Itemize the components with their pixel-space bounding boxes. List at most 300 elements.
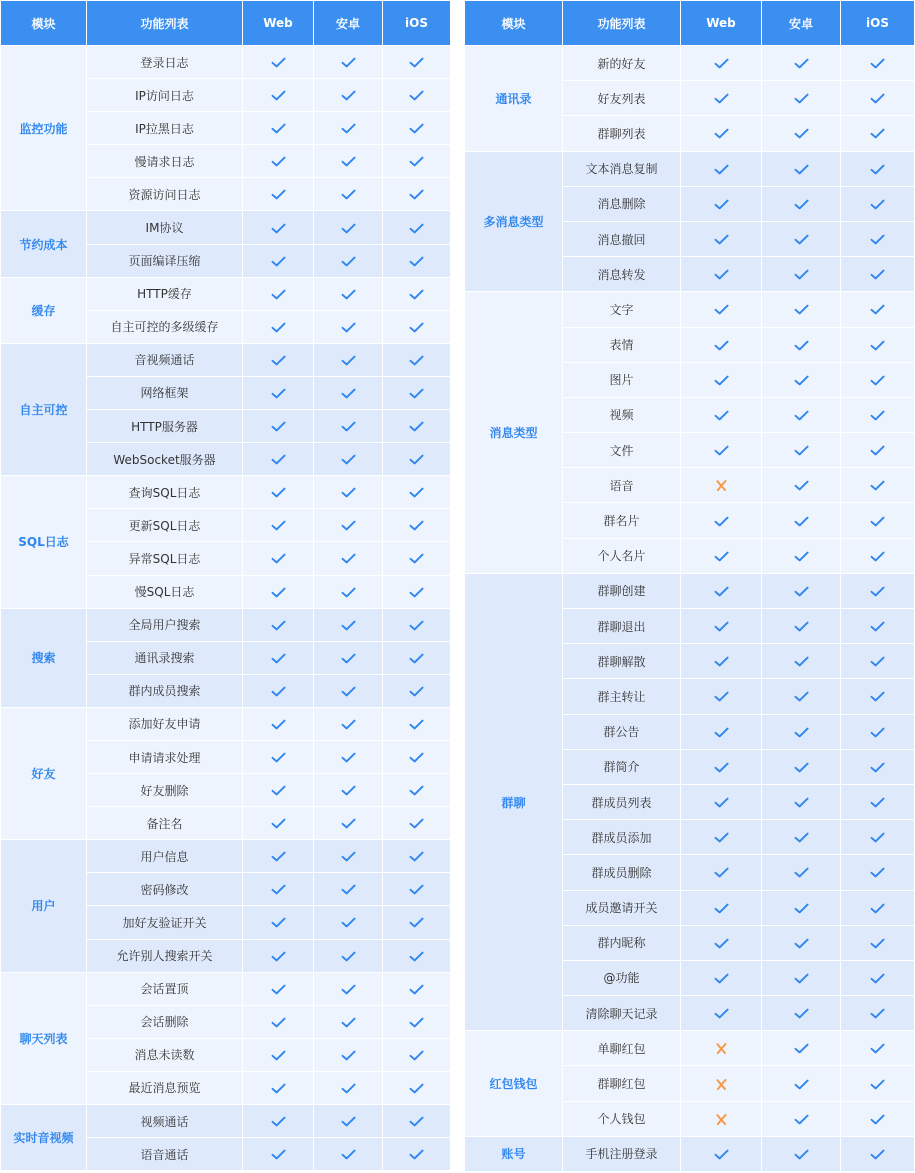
support-cell-web xyxy=(243,343,314,376)
check-icon xyxy=(870,164,885,175)
support-cell-ios xyxy=(841,714,915,749)
check-icon xyxy=(271,851,286,862)
check-icon xyxy=(714,656,729,667)
support-cell-android xyxy=(762,46,841,81)
check-icon xyxy=(271,487,286,498)
support-cell-ios xyxy=(383,939,451,972)
support-cell-web xyxy=(681,679,762,714)
header-features: 功能列表 xyxy=(87,1,243,46)
support-cell-android xyxy=(762,221,841,256)
support-cell-ios xyxy=(383,244,451,277)
support-cell-ios xyxy=(841,257,915,292)
support-cell-android xyxy=(314,774,383,807)
support-cell-web xyxy=(681,116,762,151)
check-icon xyxy=(794,938,809,949)
check-icon xyxy=(409,818,424,829)
check-icon xyxy=(870,304,885,315)
check-icon xyxy=(409,587,424,598)
check-icon xyxy=(870,93,885,104)
feature-name: 会话删除 xyxy=(87,1005,243,1038)
check-icon xyxy=(341,785,356,796)
check-icon xyxy=(714,903,729,914)
check-icon xyxy=(409,951,424,962)
support-cell-web xyxy=(681,257,762,292)
support-cell-ios xyxy=(841,749,915,784)
check-icon xyxy=(794,551,809,562)
header-web: Web xyxy=(681,1,762,46)
support-cell-ios xyxy=(841,1066,915,1101)
support-cell-web xyxy=(243,1105,314,1138)
check-icon xyxy=(409,1083,424,1094)
feature-name: 好友删除 xyxy=(87,774,243,807)
module-label: 群聊 xyxy=(465,573,563,1030)
support-cell-android xyxy=(314,707,383,740)
check-icon xyxy=(271,189,286,200)
check-icon xyxy=(271,57,286,68)
check-icon xyxy=(794,832,809,843)
check-icon xyxy=(870,727,885,738)
check-icon xyxy=(870,234,885,245)
feature-name: 单聊红包 xyxy=(563,1031,681,1066)
support-cell-web xyxy=(243,774,314,807)
feature-name: 消息删除 xyxy=(563,186,681,221)
support-cell-android xyxy=(314,343,383,376)
support-cell-web xyxy=(243,145,314,178)
support-cell-ios xyxy=(841,1101,915,1136)
feature-name: 自主可控的多级缓存 xyxy=(87,310,243,343)
check-icon xyxy=(409,156,424,167)
feature-name: 异常SQL日志 xyxy=(87,542,243,575)
check-icon xyxy=(271,90,286,101)
table-row xyxy=(1,707,451,740)
support-cell-android xyxy=(762,820,841,855)
feature-name: 群名片 xyxy=(563,503,681,538)
support-cell-ios xyxy=(383,1138,451,1171)
check-icon xyxy=(271,686,286,697)
check-icon xyxy=(714,973,729,984)
support-cell-web xyxy=(681,151,762,186)
support-cell-android xyxy=(762,855,841,890)
header-ios: iOS xyxy=(383,1,451,46)
support-cell-web xyxy=(681,46,762,81)
check-icon xyxy=(271,1017,286,1028)
feature-name: 群简介 xyxy=(563,749,681,784)
check-icon xyxy=(794,445,809,456)
check-icon xyxy=(341,156,356,167)
support-cell-ios xyxy=(841,327,915,362)
check-icon xyxy=(341,355,356,366)
support-cell-ios xyxy=(841,679,915,714)
support-cell-android xyxy=(314,46,383,79)
check-icon xyxy=(409,289,424,300)
check-icon xyxy=(870,762,885,773)
check-icon xyxy=(271,719,286,730)
feature-table-right xyxy=(464,0,915,1172)
table-row xyxy=(1,608,451,641)
support-cell-android xyxy=(314,476,383,509)
check-icon xyxy=(714,199,729,210)
support-cell-ios xyxy=(841,503,915,538)
support-cell-web xyxy=(681,503,762,538)
module-label: 聊天列表 xyxy=(1,972,87,1104)
support-cell-android xyxy=(762,890,841,925)
check-icon xyxy=(794,234,809,245)
support-cell-ios xyxy=(383,211,451,244)
support-cell-android xyxy=(762,151,841,186)
support-cell-web xyxy=(681,362,762,397)
feature-name: 好友列表 xyxy=(563,81,681,116)
support-cell-ios xyxy=(383,707,451,740)
table-row xyxy=(1,476,451,509)
support-cell-web xyxy=(681,221,762,256)
check-icon xyxy=(341,57,356,68)
check-icon xyxy=(794,58,809,69)
support-cell-ios xyxy=(841,890,915,925)
support-cell-web xyxy=(681,996,762,1031)
support-cell-android xyxy=(314,410,383,443)
feature-name: HTTP服务器 xyxy=(87,410,243,443)
support-cell-ios xyxy=(841,644,915,679)
module-label: 实时音视频 xyxy=(1,1105,87,1171)
module-label: 用户 xyxy=(1,840,87,972)
check-icon xyxy=(870,691,885,702)
module-label: 搜索 xyxy=(1,608,87,707)
support-cell-android xyxy=(314,277,383,310)
check-icon xyxy=(870,1079,885,1090)
check-icon xyxy=(794,269,809,280)
support-cell-android xyxy=(762,609,841,644)
check-icon xyxy=(714,551,729,562)
check-icon xyxy=(341,686,356,697)
support-cell-ios xyxy=(383,178,451,211)
module-label: 缓存 xyxy=(1,277,87,343)
check-icon xyxy=(271,1050,286,1061)
support-cell-ios xyxy=(383,443,451,476)
check-icon xyxy=(341,620,356,631)
support-cell-android xyxy=(762,749,841,784)
check-icon xyxy=(341,553,356,564)
support-cell-web xyxy=(243,376,314,409)
feature-name: 慢请求日志 xyxy=(87,145,243,178)
feature-name: IP拉黑日志 xyxy=(87,112,243,145)
support-cell-android xyxy=(762,925,841,960)
support-cell-android xyxy=(314,1138,383,1171)
support-cell-ios xyxy=(383,873,451,906)
feature-name: 视频 xyxy=(563,397,681,432)
support-cell-ios xyxy=(841,397,915,432)
support-cell-ios xyxy=(383,410,451,443)
feature-name: 群聊解散 xyxy=(563,644,681,679)
support-cell-web xyxy=(243,542,314,575)
check-icon xyxy=(409,454,424,465)
support-cell-web xyxy=(681,820,762,855)
check-icon xyxy=(341,223,356,234)
module-label: 通讯录 xyxy=(465,46,563,152)
feature-table-left xyxy=(0,0,451,1171)
check-icon xyxy=(870,410,885,421)
support-cell-ios xyxy=(383,1038,451,1071)
check-icon xyxy=(341,587,356,598)
table-row xyxy=(1,343,451,376)
support-cell-web xyxy=(243,443,314,476)
support-cell-web xyxy=(243,740,314,773)
support-cell-web xyxy=(243,873,314,906)
cross-icon xyxy=(714,1043,729,1054)
check-icon xyxy=(794,128,809,139)
check-icon xyxy=(870,340,885,351)
check-icon xyxy=(271,752,286,763)
check-icon xyxy=(341,90,356,101)
check-icon xyxy=(870,973,885,984)
check-icon xyxy=(341,752,356,763)
support-cell-android xyxy=(314,376,383,409)
feature-name: 网络框架 xyxy=(87,376,243,409)
support-cell-web xyxy=(243,178,314,211)
support-cell-web xyxy=(681,749,762,784)
support-cell-web xyxy=(681,784,762,819)
check-icon xyxy=(341,322,356,333)
support-cell-web xyxy=(681,81,762,116)
table-row xyxy=(1,211,451,244)
support-cell-web xyxy=(243,972,314,1005)
check-icon xyxy=(714,445,729,456)
support-cell-web xyxy=(243,112,314,145)
check-icon xyxy=(794,516,809,527)
feature-name: 视频通话 xyxy=(87,1105,243,1138)
support-cell-android xyxy=(762,186,841,221)
check-icon xyxy=(341,1116,356,1127)
check-icon xyxy=(794,903,809,914)
check-icon xyxy=(870,269,885,280)
feature-name: IM协议 xyxy=(87,211,243,244)
check-icon xyxy=(271,223,286,234)
check-icon xyxy=(794,1114,809,1125)
check-icon xyxy=(714,340,729,351)
support-cell-android xyxy=(314,641,383,674)
feature-name: 群成员添加 xyxy=(563,820,681,855)
support-cell-ios xyxy=(841,186,915,221)
module-label: 节约成本 xyxy=(1,211,87,277)
feature-name: 消息未读数 xyxy=(87,1038,243,1071)
check-icon xyxy=(794,621,809,632)
check-icon xyxy=(714,867,729,878)
support-cell-android xyxy=(762,573,841,608)
table-row xyxy=(465,1136,915,1171)
check-icon xyxy=(714,727,729,738)
check-icon xyxy=(271,289,286,300)
feature-name: 密码修改 xyxy=(87,873,243,906)
support-cell-web xyxy=(681,644,762,679)
header-ios: iOS xyxy=(841,1,915,46)
check-icon xyxy=(870,58,885,69)
support-cell-ios xyxy=(841,855,915,890)
support-cell-android xyxy=(762,644,841,679)
check-icon xyxy=(341,454,356,465)
support-cell-android xyxy=(314,79,383,112)
check-icon xyxy=(714,410,729,421)
support-cell-web xyxy=(681,609,762,644)
feature-name: 语音 xyxy=(563,468,681,503)
check-icon xyxy=(870,480,885,491)
check-icon xyxy=(271,785,286,796)
support-cell-ios xyxy=(841,81,915,116)
support-cell-ios xyxy=(383,774,451,807)
check-icon xyxy=(409,884,424,895)
check-icon xyxy=(341,421,356,432)
feature-name: 用户信息 xyxy=(87,840,243,873)
check-icon xyxy=(341,653,356,664)
feature-name: 群聊列表 xyxy=(563,116,681,151)
check-icon xyxy=(409,1050,424,1061)
check-icon xyxy=(870,128,885,139)
check-icon xyxy=(409,355,424,366)
check-icon xyxy=(870,199,885,210)
check-icon xyxy=(714,516,729,527)
feature-name: 群公告 xyxy=(563,714,681,749)
support-cell-android xyxy=(314,542,383,575)
check-icon xyxy=(794,586,809,597)
support-cell-web xyxy=(243,939,314,972)
check-icon xyxy=(714,304,729,315)
support-cell-android xyxy=(314,1105,383,1138)
feature-name: 全局用户搜索 xyxy=(87,608,243,641)
check-icon xyxy=(870,656,885,667)
support-cell-ios xyxy=(841,116,915,151)
support-cell-ios xyxy=(383,740,451,773)
support-cell-ios xyxy=(383,1005,451,1038)
support-cell-web xyxy=(243,674,314,707)
support-cell-android xyxy=(314,244,383,277)
header-web: Web xyxy=(243,1,314,46)
support-cell-web xyxy=(243,840,314,873)
check-icon xyxy=(714,762,729,773)
feature-name: 手机注册登录 xyxy=(563,1136,681,1171)
support-cell-android xyxy=(314,112,383,145)
check-icon xyxy=(341,487,356,498)
check-icon xyxy=(794,1008,809,1019)
support-cell-web xyxy=(681,538,762,573)
support-cell-android xyxy=(762,81,841,116)
check-icon xyxy=(409,752,424,763)
support-cell-web xyxy=(681,1031,762,1066)
check-icon xyxy=(714,234,729,245)
module-label: 监控功能 xyxy=(1,46,87,211)
check-icon xyxy=(714,691,729,702)
module-label: 账号 xyxy=(465,1136,563,1171)
check-icon xyxy=(870,832,885,843)
check-icon xyxy=(794,480,809,491)
table-row xyxy=(1,277,451,310)
support-cell-android xyxy=(762,1066,841,1101)
check-icon xyxy=(271,884,286,895)
feature-name: 通讯录搜索 xyxy=(87,641,243,674)
support-cell-android xyxy=(314,509,383,542)
feature-name: 个人钱包 xyxy=(563,1101,681,1136)
check-icon xyxy=(341,289,356,300)
support-cell-android xyxy=(762,468,841,503)
support-cell-web xyxy=(681,327,762,362)
check-icon xyxy=(341,256,356,267)
feature-name: 群成员列表 xyxy=(563,784,681,819)
feature-name: 登录日志 xyxy=(87,46,243,79)
support-cell-web xyxy=(243,476,314,509)
feature-name: 加好友验证开关 xyxy=(87,906,243,939)
check-icon xyxy=(341,951,356,962)
support-cell-android xyxy=(314,873,383,906)
support-cell-web xyxy=(243,807,314,840)
check-icon xyxy=(714,621,729,632)
check-icon xyxy=(870,1008,885,1019)
check-icon xyxy=(409,653,424,664)
check-icon xyxy=(341,984,356,995)
support-cell-web xyxy=(243,1005,314,1038)
feature-name: 个人名片 xyxy=(563,538,681,573)
support-cell-web xyxy=(681,925,762,960)
check-icon xyxy=(714,269,729,280)
check-icon xyxy=(409,520,424,531)
check-icon xyxy=(794,1149,809,1160)
support-cell-android xyxy=(314,608,383,641)
support-cell-web xyxy=(243,608,314,641)
check-icon xyxy=(794,867,809,878)
support-cell-web xyxy=(681,573,762,608)
support-cell-ios xyxy=(841,609,915,644)
feature-name: 成员邀请开关 xyxy=(563,890,681,925)
feature-name: 群聊创建 xyxy=(563,573,681,608)
support-cell-web xyxy=(243,277,314,310)
check-icon xyxy=(794,304,809,315)
check-icon xyxy=(794,762,809,773)
check-icon xyxy=(341,818,356,829)
feature-name: 资源访问日志 xyxy=(87,178,243,211)
check-icon xyxy=(714,1008,729,1019)
support-cell-web xyxy=(681,714,762,749)
check-icon xyxy=(714,586,729,597)
check-icon xyxy=(714,93,729,104)
support-cell-ios xyxy=(841,925,915,960)
check-icon xyxy=(409,57,424,68)
check-icon xyxy=(870,1043,885,1054)
check-icon xyxy=(271,454,286,465)
support-cell-ios xyxy=(383,112,451,145)
check-icon xyxy=(341,388,356,399)
check-icon xyxy=(794,1079,809,1090)
support-cell-ios xyxy=(841,433,915,468)
check-icon xyxy=(341,851,356,862)
check-icon xyxy=(271,553,286,564)
check-icon xyxy=(714,1149,729,1160)
check-icon xyxy=(409,487,424,498)
header-row xyxy=(1,1,451,46)
check-icon xyxy=(714,128,729,139)
feature-name: 文本消息复制 xyxy=(563,151,681,186)
check-icon xyxy=(341,123,356,134)
check-icon xyxy=(714,797,729,808)
check-icon xyxy=(341,719,356,730)
support-cell-ios xyxy=(841,221,915,256)
check-icon xyxy=(714,832,729,843)
support-cell-android xyxy=(762,960,841,995)
support-cell-ios xyxy=(841,362,915,397)
table-row xyxy=(465,151,915,186)
support-cell-web xyxy=(681,397,762,432)
support-cell-ios xyxy=(841,996,915,1031)
check-icon xyxy=(409,90,424,101)
check-icon xyxy=(409,785,424,796)
table-row xyxy=(465,46,915,81)
support-cell-web xyxy=(681,960,762,995)
support-cell-ios xyxy=(383,972,451,1005)
